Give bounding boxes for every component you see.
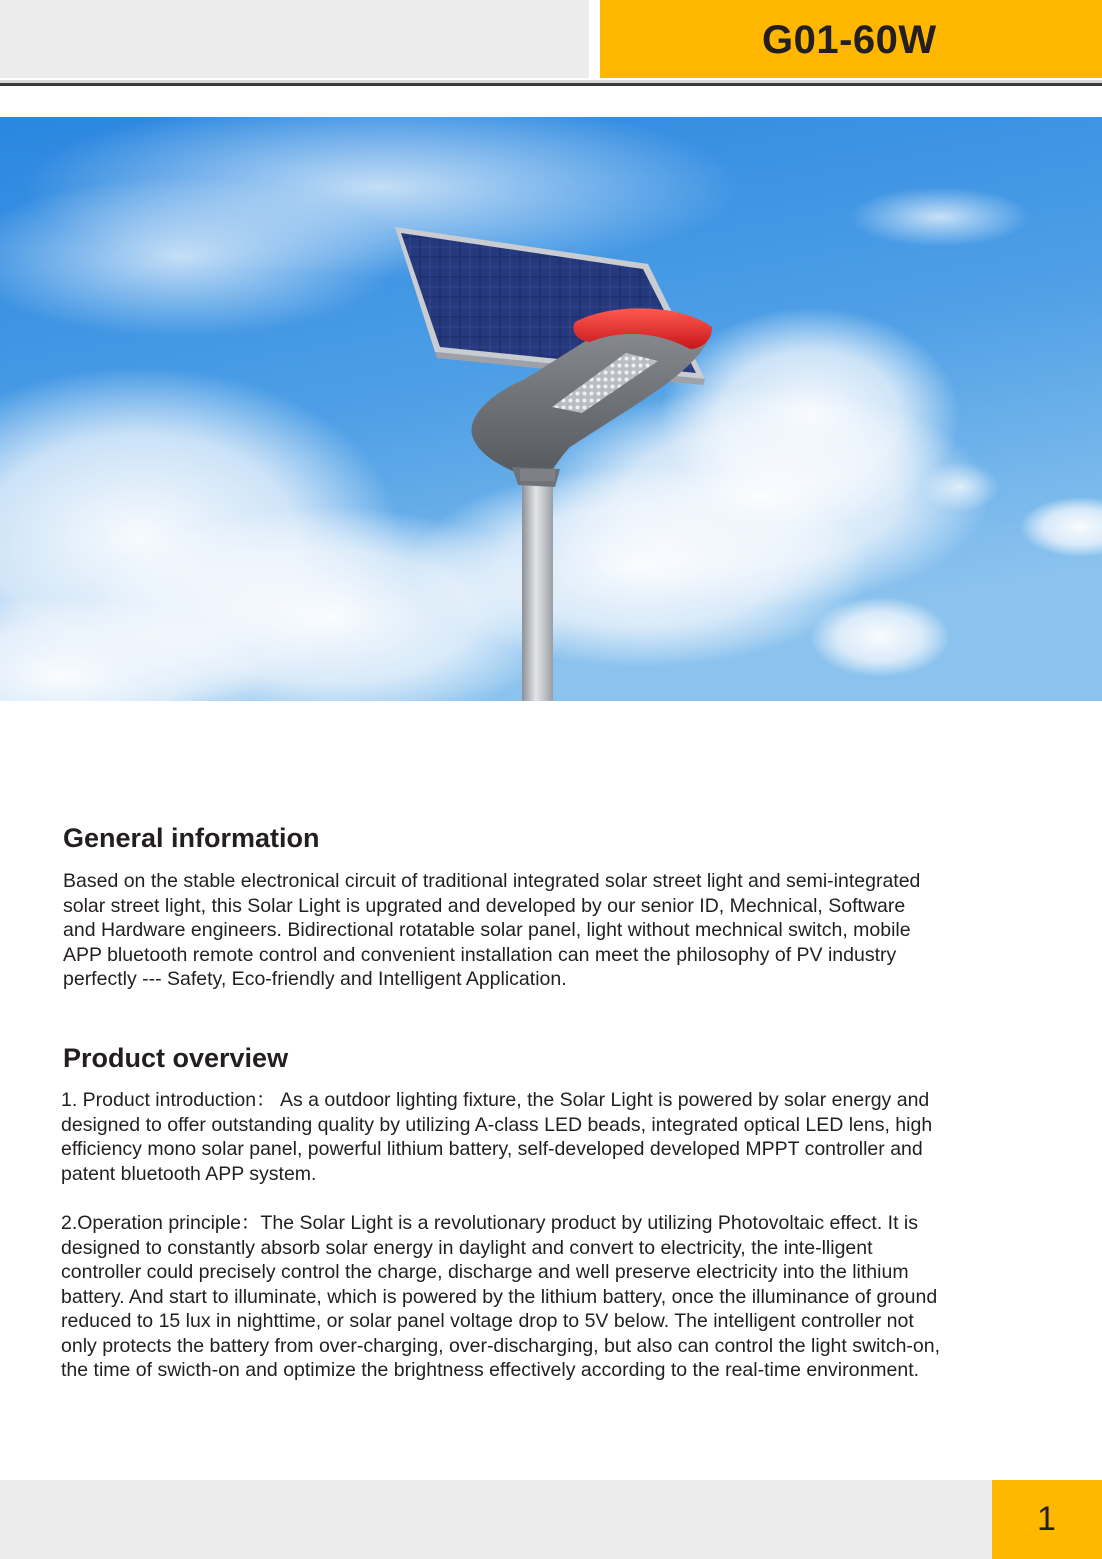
general-information-heading: General information	[63, 823, 320, 853]
model-title: G01-60W	[762, 18, 937, 62]
text-line: perfectly --- Safety, Eco-friendly and Intelligent Application.	[63, 968, 567, 990]
text-line: 1. Product introduction： As a outdoor lighting fixture, the Solar Light is powered by solar energy and	[61, 1089, 930, 1111]
text-line: battery. And start to illuminate, which is powered by the lithium battery, once the illuminance of ground	[61, 1285, 938, 1308]
text-line: efficiency mono solar panel, powerful lithium battery, self-developed developed MPPT controller and	[61, 1138, 923, 1160]
text-line: designed to offer outstanding quality by utilizing A-class LED beads, integrated optical LED lens, high	[61, 1113, 933, 1136]
product-overview-heading: Product overview	[63, 1043, 289, 1073]
product-introduction-text	[61, 1088, 1071, 1186]
text-line: patent bluetooth APP system.	[61, 1162, 317, 1185]
general-information-text	[63, 869, 1053, 992]
product-photo	[0, 117, 1102, 701]
operation-principle-text	[61, 1211, 1071, 1383]
text-line: only protects the battery from over-charging, over-discharging, but also can control the light switch-on,	[61, 1334, 941, 1357]
text-line: designed to constantly absorb solar energy in daylight and convert to electricity, the inte-lligent	[61, 1236, 873, 1259]
page-number: 1	[1037, 1500, 1056, 1538]
text-line: Based on the stable electronical circuit of traditional integrated solar street light and semi-integrated	[63, 870, 921, 892]
text-line: 2.Operation principle：The Solar Light is a revolutionary product by utilizing Photovoltaic effect. It is	[61, 1212, 919, 1234]
text-line: the time of swicth-on and optimize the brightness effectively according to the real-time environment.	[61, 1359, 920, 1381]
text-line: solar street light, this Solar Light is upgrated and developed by our senior ID, Mechnical, Software	[63, 894, 906, 917]
text-line: and Hardware engineers. Bidirectional rotatable solar panel, light without mechnical switch, mobile	[63, 919, 911, 941]
text-line: controller could precisely control the charge, discharge and well preserve electricity into the lithium	[61, 1261, 909, 1283]
text-line: reduced to 15 lux in nighttime, or solar panel voltage drop to 5V below. The intelligent controller not	[61, 1310, 914, 1332]
header-divider-dark	[0, 83, 1102, 86]
page-number-badge	[992, 1480, 1102, 1559]
text-line: APP bluetooth remote control and convenient installation can meet the philosophy of PV industry	[63, 943, 897, 966]
header-bar	[0, 0, 589, 78]
model-badge	[600, 0, 1102, 78]
footer-bar	[0, 1480, 992, 1559]
